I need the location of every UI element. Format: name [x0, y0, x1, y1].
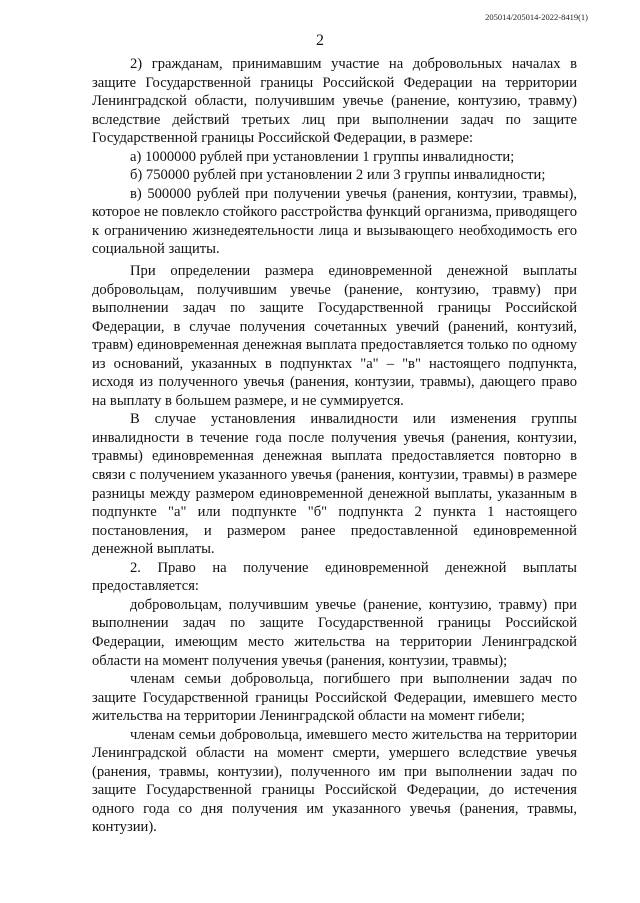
page-number: 2: [316, 32, 324, 49]
document-id: 205014/205014-2022-8419(1): [485, 12, 588, 22]
paragraph-subitem-2: 2) гражданам, принимавшим участие на добровольных началах в защите Государственной границы Российской Федерации на территории Ленинградской области, получившим увечье (ранение, контузию, травму) вследствие действий третьих лиц при выполнении задач по защите Государственной границы Российской Федерации, в размере:: [92, 56, 577, 147]
paragraph-combined-injuries: При определении размера единовременной денежной выплаты добровольцам, получившим увечье (ранение, контузию, травму) при выполнении задач по защите Государственной границы Российской Федерации, в случае получения сочетанных увечий (ранений, контузий, травм) единовременная денежная выплата предоставляется только по одному из оснований, указанных в подпунктах "а" – "в" настоящего подпункта, исходя из полученного увечья (ранения, контузии, травмы), дающего право на выплату в большем размере, и не суммируется.: [92, 263, 577, 409]
paragraph-option-v: в) 500000 рублей при получении увечья (ранения, контузии, травмы), которое не повлекло стойкого расстройства функций организма, приводящего к ограничению жизнедеятельности лица и вызывающего необходимость его социальной защиты.: [92, 185, 577, 258]
paragraph-eligible-volunteers: добровольцам, получившим увечье (ранение, контузию, травму) при выполнении задач по защите Государственной границы Российской Федерации, имеющим место жительства на территории Ленинградской области на момент получения увечья (ранения, контузии, травмы);: [92, 596, 577, 669]
paragraph-option-b: б) 750000 рублей при установлении 2 или 3 группы инвалидности;: [130, 167, 546, 184]
paragraph-family-died-injury: членам семьи добровольца, имевшего место жительства на территории Ленинградской области на момент смерти, умершего вследствие увечья (ранения, травмы, контузии), полученного им при выполнении задач по защите Государственной границы Российской Федерации, до истечения одного года со дня получения им указанного увечья (ранения, травмы, контузии).: [92, 726, 577, 836]
document-body: [92, 55, 577, 837]
paragraph-disability-change: В случае установления инвалидности или изменения группы инвалидности в течение года после получения увечья (ранения, контузии, травмы) единовременная денежная выплата предоставляется повторно в связи с получением указанного увечья (ранения, контузии, травмы) в размере разницы между размером единовременной денежной выплаты, указанным в подпункте "а" или подпункте "б" подпункта 2 пункта 1 настоящего постановления, и размером ранее предоставленной единовременной денежной выплаты.: [92, 411, 577, 558]
paragraph-option-a: а) 1000000 рублей при установлении 1 группы инвалидности;: [130, 148, 515, 165]
paragraph-item-2: 2. Право на получение единовременной денежной выплаты предоставляется:: [92, 559, 577, 595]
paragraph-family-deceased: членам семьи добровольца, погибшего при выполнении задач по защите Государственной границы Российской Федерации, имевшего место жительства на территории Ленинградской области на момент гибели;: [92, 671, 577, 725]
